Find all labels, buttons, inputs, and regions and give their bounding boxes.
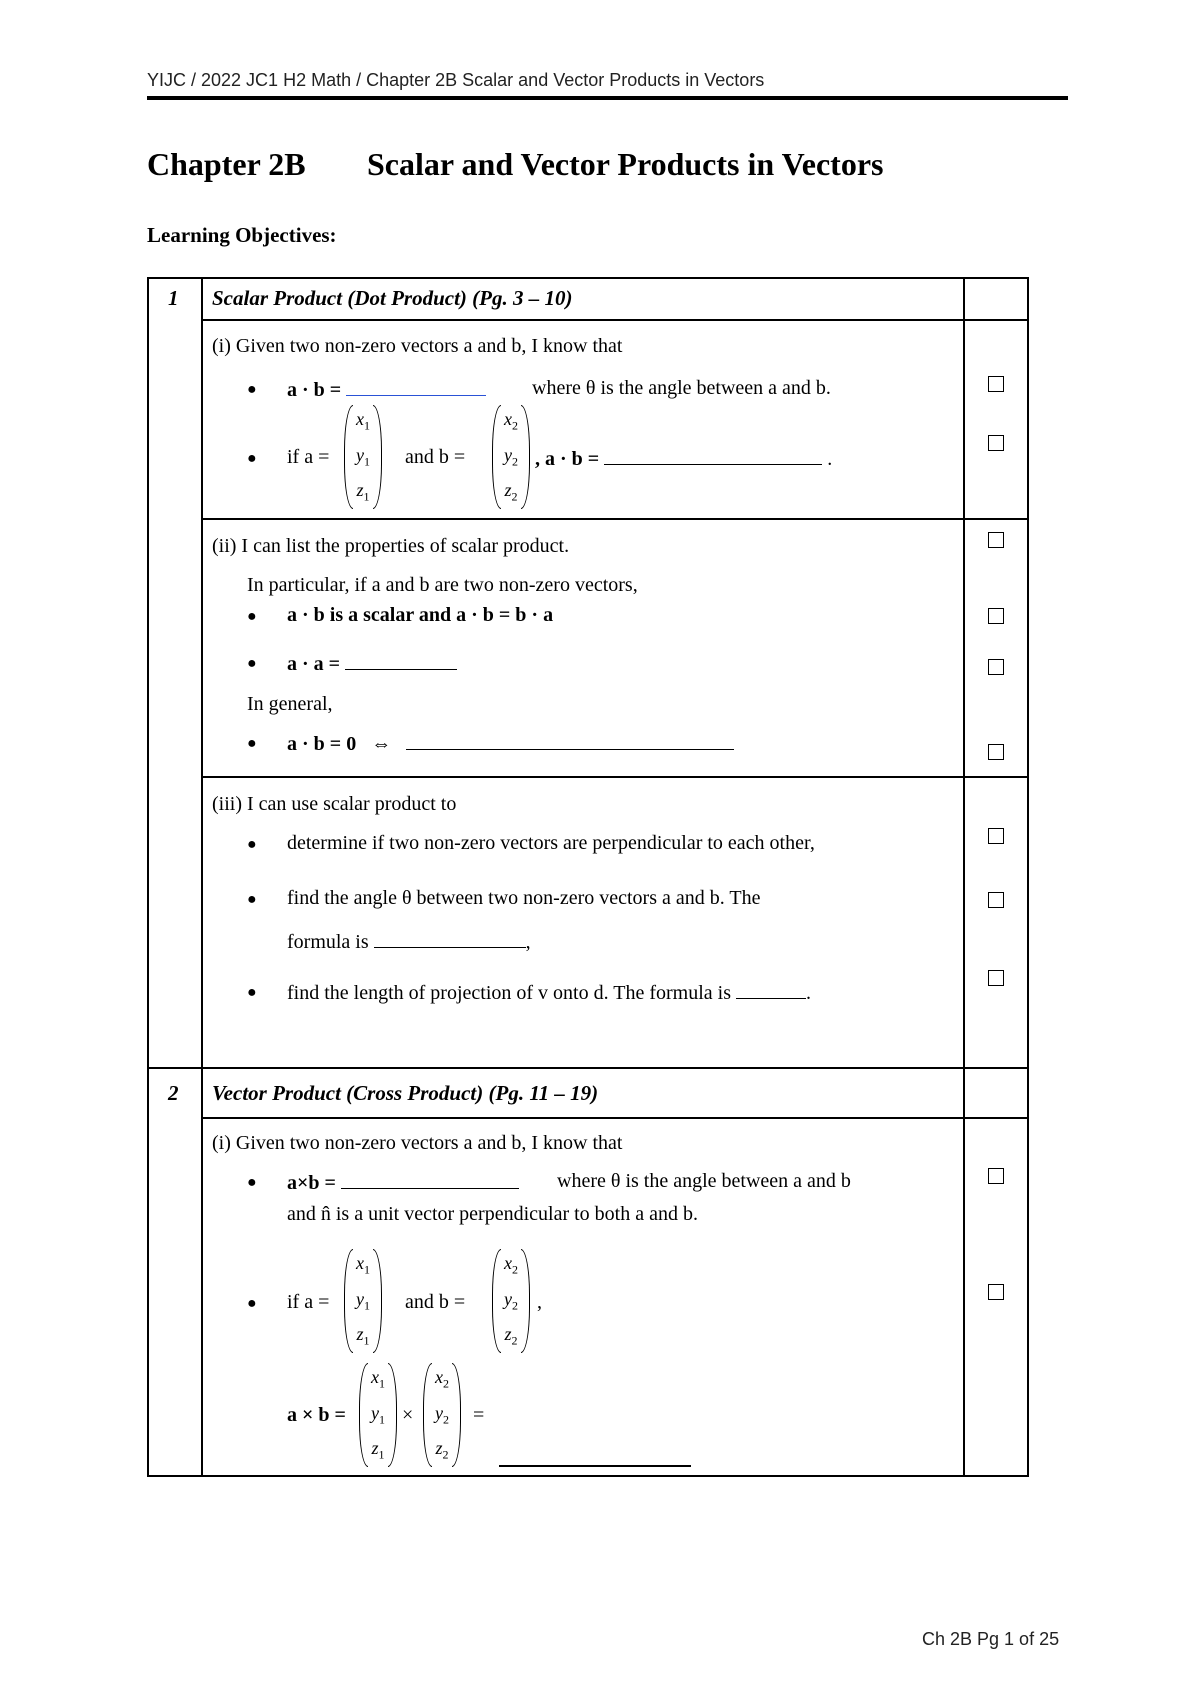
bullet: ● (247, 381, 257, 398)
checkbox[interactable] (988, 1284, 1004, 1300)
objective-text: In general, (247, 693, 333, 715)
checkbox[interactable] (988, 435, 1004, 451)
unit-normal-text: and n̂ is a unit vector perpendicular to both a and b. (287, 1203, 698, 1225)
objective-intro: (iii) I can use scalar product to (212, 793, 457, 815)
cross-product-definition (287, 1170, 519, 1195)
checkbox[interactable] (988, 1168, 1004, 1184)
bullet: ● (247, 450, 257, 467)
bullet: ● (247, 984, 257, 1001)
checkbox[interactable] (988, 532, 1004, 548)
bullet: ● (247, 608, 257, 625)
vector-a-column (344, 405, 382, 509)
objectives-table (147, 277, 1029, 1477)
vector-b-column (423, 1363, 461, 1467)
checkbox[interactable] (988, 892, 1004, 908)
vector-b-column (492, 405, 530, 509)
component-x1: $x_1$ (371, 1367, 385, 1391)
answer-blank (374, 929, 526, 948)
table-border-left (147, 277, 149, 1477)
component-z1: $z_1$ (356, 480, 370, 504)
use-perpendicular: determine if two non-zero vectors are perpendicular to each other, (287, 832, 815, 854)
use-projection (287, 980, 811, 1005)
objective-intro: (ii) I can list the properties of scalar product. (212, 535, 570, 557)
table-border-right (1027, 277, 1029, 1477)
table-border-bottom (147, 1475, 1029, 1477)
table-border-top (147, 277, 1029, 279)
component-x1: $x_1$ (356, 1253, 370, 1277)
comma: , (525, 931, 531, 953)
checkbox[interactable] (988, 659, 1004, 675)
cross-lhs: a × b = (287, 1404, 346, 1426)
period: . (827, 448, 833, 470)
bullet: ● (247, 655, 257, 672)
objective-intro: (i) Given two non-zero vectors a and b, I know that (212, 1132, 623, 1154)
property-self-dot (287, 651, 457, 676)
row-divider (201, 319, 1029, 321)
component-x2: $x_2$ (435, 1367, 449, 1391)
running-header: YIJC / 2022 JC1 H2 Math / Chapter 2B Scalar and Vector Products in Vectors (147, 70, 765, 90)
chapter-title: Scalar and Vector Products in Vectors (367, 146, 884, 182)
definition-tail: where θ is the angle between a and b (557, 1170, 851, 1192)
vector-b-column (492, 1249, 530, 1353)
angle-formula (287, 929, 531, 954)
bullet: ● (247, 836, 257, 853)
row-divider (201, 518, 1029, 520)
projection-text: find the length of projection of v onto d. The formula is (287, 982, 731, 1004)
bullet: ● (247, 1174, 257, 1191)
and-label: and b = (405, 1291, 466, 1313)
answer-blank (604, 446, 822, 465)
row-divider (201, 776, 1029, 778)
chapter-number: Chapter 2B (147, 146, 306, 182)
property-commutative: a · b is a scalar and a · b = b · a (287, 604, 554, 626)
objective-text: In particular, if a and b are two non-zero vectors, (247, 574, 638, 596)
table-column-divider (963, 277, 965, 1477)
bullet: ● (247, 1295, 257, 1312)
table-column-divider (201, 277, 203, 1477)
page-number: Ch 2B Pg 1 of 25 (922, 1629, 1060, 1649)
equals-sign: = (473, 1404, 485, 1426)
answer-blank (499, 1465, 691, 1467)
component-y1: $y_1$ (356, 1289, 370, 1313)
vector-a-column (359, 1363, 397, 1467)
component-y1: $y_1$ (356, 445, 370, 469)
formula-label: formula is (287, 931, 369, 953)
component-y1: $y_1$ (371, 1403, 385, 1427)
answer-blank (341, 1170, 519, 1189)
if-label: if a = (287, 446, 330, 468)
cross-symbol: × (402, 1404, 414, 1426)
formula-lhs: , a · b = (535, 448, 600, 470)
component-y2: $y_2$ (504, 445, 518, 469)
component-z2: $z_2$ (435, 1438, 449, 1462)
header-rule (147, 96, 1068, 100)
definition-tail: where θ is the angle between a and b. (532, 377, 831, 399)
answer-blank (346, 377, 486, 396)
component-z1: $z_1$ (356, 1324, 370, 1348)
answer-blank (736, 980, 806, 999)
dot-product-definition (287, 377, 486, 402)
vector-a-column (344, 1249, 382, 1353)
objective-intro: (i) Given two non-zero vectors a and b, I know that (212, 335, 623, 357)
section-number: 2 (168, 1081, 179, 1105)
checkbox[interactable] (988, 608, 1004, 624)
section-number: 1 (168, 286, 179, 310)
period: . (805, 982, 811, 1004)
property-perpendicular (287, 731, 734, 756)
bullet: ● (247, 891, 257, 908)
comma: , (537, 1291, 542, 1313)
checkbox[interactable] (988, 828, 1004, 844)
formula-lhs: a×b = (287, 1172, 336, 1194)
row-divider (147, 1067, 1029, 1069)
if-label: if a = (287, 1291, 330, 1313)
component-x2: $x_2$ (504, 1253, 518, 1277)
component-x2: $x_2$ (504, 409, 518, 433)
checkbox[interactable] (988, 744, 1004, 760)
checkbox[interactable] (988, 970, 1004, 986)
checkbox[interactable] (988, 376, 1004, 392)
component-z2: $z_2$ (504, 1324, 518, 1348)
formula-lhs: a · b = 0 (287, 733, 357, 755)
learning-objectives-heading: Learning Objectives: (147, 223, 337, 247)
iff-symbol: ⇔ (371, 733, 392, 755)
component-z2: $z_2$ (504, 480, 518, 504)
section-heading: Vector Product (Cross Product) (Pg. 11 – 19) (212, 1081, 599, 1105)
answer-blank (345, 651, 457, 670)
row-divider (201, 1117, 1029, 1119)
formula-lhs: a · b = (287, 379, 342, 401)
formula-lhs: a · a = (287, 653, 341, 675)
component-z1: $z_1$ (371, 1438, 385, 1462)
section-heading: Scalar Product (Dot Product) (Pg. 3 – 10) (212, 286, 573, 310)
use-angle: find the angle θ between two non-zero vectors a and b. The (287, 887, 761, 909)
component-y2: $y_2$ (504, 1289, 518, 1313)
bullet: ● (247, 735, 257, 752)
dot-product-component (535, 446, 832, 471)
answer-blank (406, 731, 734, 750)
and-label: and b = (405, 446, 466, 468)
component-y2: $y_2$ (435, 1403, 449, 1427)
component-x1: $x_1$ (356, 409, 370, 433)
